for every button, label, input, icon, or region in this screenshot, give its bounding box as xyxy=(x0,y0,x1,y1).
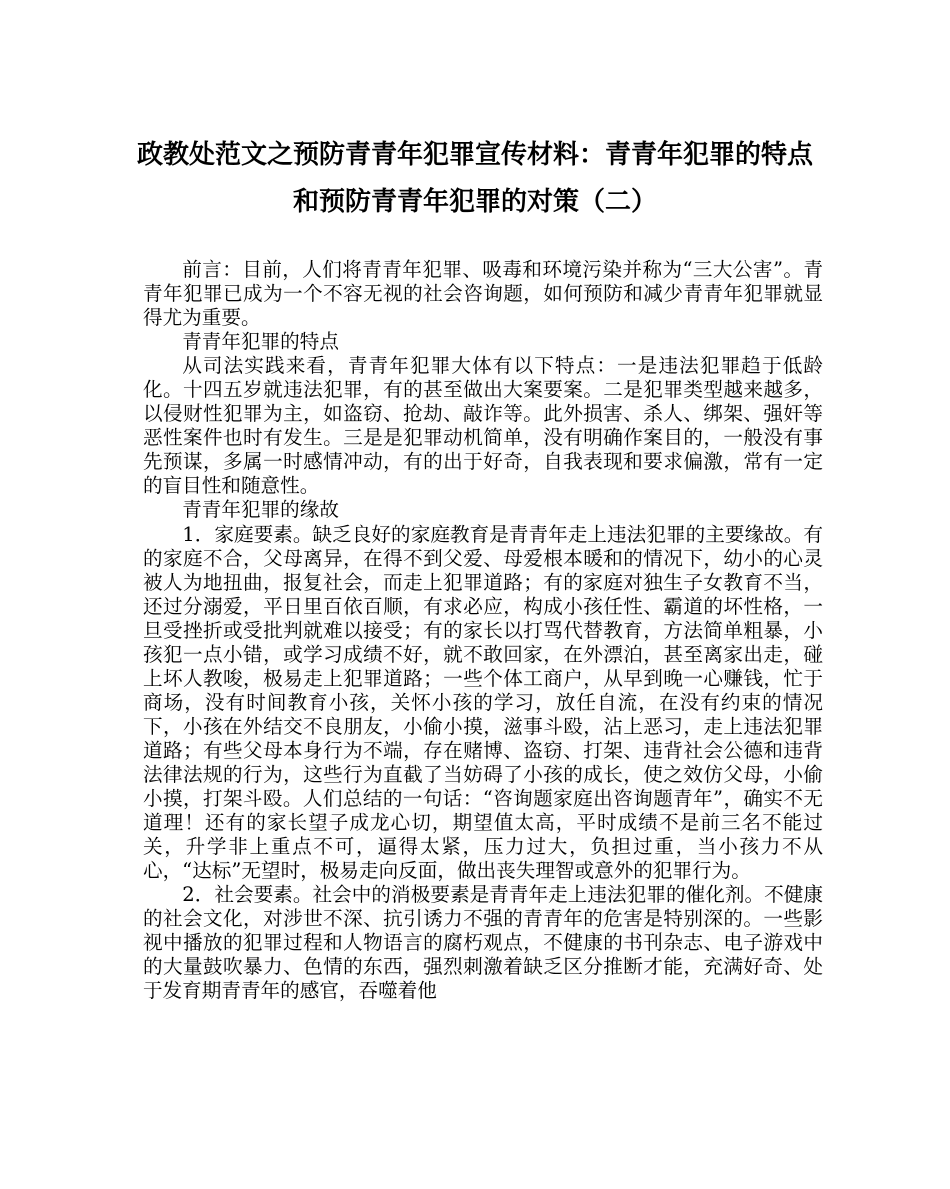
paragraph-preface: 前言：目前，人们将青青年犯罪、吸毒和环境污染并称为“三大公害”。青青年犯罪已成为一个不容无视的社会咨询题，如何预防和减少青青年犯罪就显得尤为重要。 xyxy=(143,258,823,330)
section-heading-causes: 青青年犯罪的缘故 xyxy=(182,498,339,522)
paragraph-family-factors: 1．家庭要素。缺乏良好的家庭教育是青青年走上违法犯罪的主要缘故。有的家庭不合，父母离异，在得不到父爱、母爱根本暖和的情况下，幼小的心灵被人为地扭曲，报复社会，而走上犯罪道路；有的家庭对独生子女教育不当，还过分溺爱，平日里百依百顺，有求必应，构成小孩任性、霸道的坏性格，一旦受挫折或受批判就难以接受；有的家长以打骂代替教育，方法简单粗暴，小孩犯一点小错，或学习成绩不好，就不敢回家，在外漂泊，甚至离家出走，碰上坏人教唆，极易走上犯罪道路；一些个体工商户，从早到晚一心赚钱，忙于商场，没有时间教育小孩，关怀小孩的学习，放任自流，在没有约束的情况下，小孩在外结交不良朋友，小偷小摸，滋事斗殴，沾上恶习，走上违法犯罪道路；有些父母本身行为不端，存在赌博、盗窃、打架、违背社会公德和违背法律法规的行为，这些行为直截了当妨碍了小孩的成长，使之效仿父母，小偷小摸，打架斗殴。人们总结的一句话：“咨询题家庭出咨询题青年”，确实不无道理！还有的家长望子成龙心切，期望值太高，平时成绩不是前三名不能过关，升学非上重点不可，逼得太紧，压力过大，负担过重，当小孩力不从心，“达标”无望时，极易走向反面，做出丧失理智或意外的犯罪行为。 xyxy=(143,522,823,883)
document-body xyxy=(143,258,823,1003)
paragraph-social-factors: 2．社会要素。社会中的消极要素是青青年走上违法犯罪的催化剂。不健康的社会文化，对涉世不深、抗引诱力不强的青青年的危害是特别深的。一些影视中播放的犯罪过程和人物语言的腐朽观点，不健康的书刊杂志、电子游戏中的大量鼓吹暴力、色情的东西，强烈刺激着缺乏区分推断才能，充满好奇、处于发育期青青年的感官，吞噬着他 xyxy=(143,883,823,1003)
document-title: 政教处范文之预防青青年犯罪宣传材料：青青年犯罪的特点和预防青青年犯罪的对策（二） xyxy=(136,140,813,217)
section-heading-characteristics: 青青年犯罪的特点 xyxy=(182,330,339,354)
paragraph-characteristics: 从司法实践来看，青青年犯罪大体有以下特点：一是违法犯罪趋于低龄化。十四五岁就违法犯罪，有的甚至做出大案要案。二是犯罪类型越来越多，以侵财性犯罪为主，如盗窃、抢劫、敲诈等。此外损害、杀人、绑架、强奸等恶性案件也时有发生。三是是犯罪动机简单，没有明确作案目的，一般没有事先预谋，多属一时感情冲动，有的出于好奇，自我表现和要求偏激，常有一定的盲目性和随意性。 xyxy=(143,354,823,498)
